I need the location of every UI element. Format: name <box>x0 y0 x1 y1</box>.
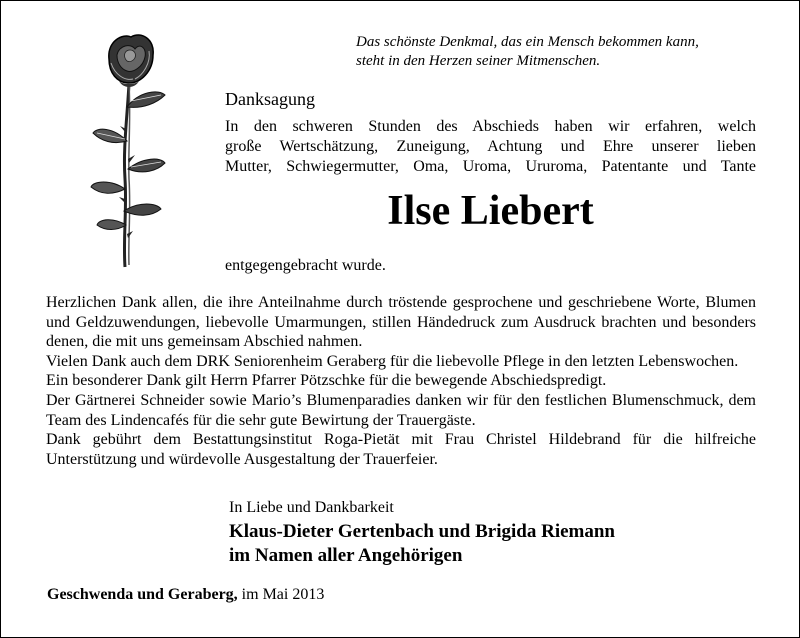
closing-phrase: In Liebe und Dankbarkeit <box>229 499 394 516</box>
place-and-date <box>47 586 324 604</box>
thanks-body <box>46 293 756 469</box>
received-text: entgegengebracht wurde. <box>225 257 386 274</box>
thanks-paragraph-1: Herzlichen Dank allen, die ihre Anteilnahme durch tröstende gesprochene und geschriebene Worte, Blumen und Geldzuwendungen, liebevolle Umarmungen, stillen Händedruck zum Ausdruck brachten und besonders denen, die mit uns gemeinsam Abschied nahmen. <box>46 294 756 351</box>
motto-quote <box>356 33 756 71</box>
place-location: Geschwenda und Geraberg, <box>47 586 238 603</box>
signers-line-2: im Namen aller Angehörigen <box>229 545 463 566</box>
motto-line-1: Das schönste Denkmal, das ein Mensch bekommen kann, <box>356 34 699 50</box>
intro-line-3: Mutter, Schwiegermutter, Oma, Uroma, Ururoma, Patentante und Tante <box>225 158 756 175</box>
place-date: im Mai 2013 <box>241 586 325 603</box>
intro-line-2: große Wertschätzung, Zuneigung, Achtung und Ehre unserer lieben <box>225 138 756 155</box>
thanks-paragraph-5: Dank gebührt dem Bestattungsinstitut Roga-Pietät mit Frau Christel Hildebrand für die hilfreiche Unterstützung und würdevolle Ausgestaltung der Trauerfeier. <box>46 431 756 468</box>
signers <box>229 520 615 568</box>
rose-icon <box>79 29 189 269</box>
thanks-paragraph-4: Der Gärtnerei Schneider sowie Mario’s Blumenparadies danken wir für den festlichen Blumenschmuck, dem Team des Lindencafés für die sehr gute Bewirtung der Trauergäste. <box>46 391 756 429</box>
signers-line-1: Klaus-Dieter Gertenbach und Brigida Riemann <box>229 521 615 542</box>
deceased-name: Ilse Liebert <box>387 188 594 234</box>
motto-line-2: steht in den Herzen seiner Mitmenschen. <box>356 53 601 69</box>
thanks-paragraph-2: Vielen Dank auch dem DRK Seniorenheim Geraberg für die liebevolle Pflege in den letzten Lebenswochen. <box>46 352 739 370</box>
thanks-paragraph-3: Ein besonderer Dank gilt Herrn Pfarrer Pötzschke für die bewegende Abschiedspredigt. <box>46 372 607 390</box>
intro-text <box>225 117 756 177</box>
thanks-heading: Danksagung <box>225 89 315 109</box>
intro-line-1: In den schweren Stunden des Abschieds haben wir erfahren, welch <box>225 118 756 135</box>
